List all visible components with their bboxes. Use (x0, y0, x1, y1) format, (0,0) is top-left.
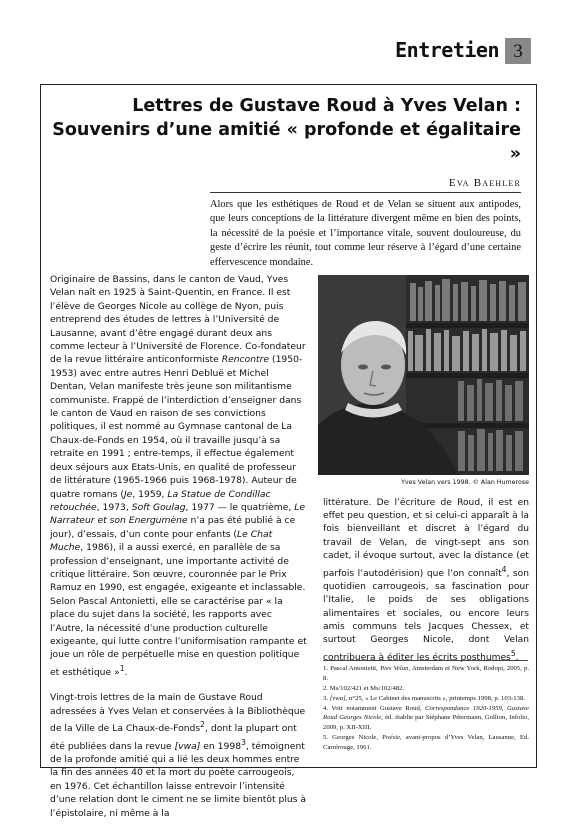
footnote-divider (323, 660, 528, 661)
footnote-4: 4. Voir notamment Gustave Roud, Correspondance 1920-1959, Gustave Roud Georges Nicole, éd. établie par Stéphane Pétermann, Gollion, Infolio, 2009, p. XII-XIII. (323, 704, 530, 732)
footnote-ref-1: 1 (119, 663, 125, 673)
right-column (323, 497, 529, 666)
footnote-ref-2: 2 (200, 720, 206, 730)
paragraph-biography: Originaire de Bassins, dans le canton de Vaud, Yves Velan naît en 1925 à Saint-Quentin, en France. Il est l’élève de Georges Nicole au collège de Nyon, puis entreprend des études de lettres à l’Université de Lausanne, avant d’être engagé durant deux ans comme lecteur à l’Université de Florence. Co-fondateur de la revue littéraire anticonformiste Rencontre (1950-1953) avec entre autres Henri Debluë et Michel Dentan, Velan manifeste très jeune son militantisme communiste. Frappé de l’interdiction d’enseigner dans le canton de Vaud en raison de ses convictions politiques, il est nommé au Gymnase cantonal de La Chaux-de-Fonds en 1954, où il travaille jusqu’à sa retraite en 1991 ; entre-temps, il effectue également deux séjours aux Etats-Unis, en qualité de professeur de littérature (1965-1966 puis 1968-1978). Auteur de quatre romans (Je, 1959, La Statue de Condillac retouchée, 1973, Soft Goulag, 1977 — le quatrième, Le Narrateur et son Energumène n’a pas été publié à ce jour), d’essais, d’un conte pour enfants (Le Chat Muche, 1986), il a aussi exercé, en parallèle de sa profession d’enseignant, une importante activité de critique littéraire. Son œuvre, couronnée par le Prix Ramuz en 1990, est engagée, exigeante et inclassable. Selon Pascal Antonietti, elle se caractérise par « la place du sujet dans la société, les rapports avec l’Autre, la nécessité d’une production culturelle exigeante, qui lutte contre l’uniformisation rampante et joue un rôle de perpétuelle mise en question politique et esthétique »$^1$. (50, 274, 307, 678)
article-abstract: Alors que les esthétiques de Roud et de Velan se situent aux antipodes, que leurs conceptions de la littérature divergent même en bien des points, la nécessité de la poésie et l’importance vitale, souvent douloureuse, du geste d’écrire les réunit, tout comme leur réserve à l’égard d’une certaine effervescence mondaine. (210, 199, 521, 268)
footnotes (323, 664, 529, 753)
footnote-ref-3: 3 (241, 737, 246, 747)
article-author: Eva Baehler (448, 177, 521, 189)
footnote-ref-5: 5 (510, 649, 516, 659)
section-title: Entretien (395, 38, 499, 62)
page-number: 3 (505, 38, 531, 64)
footnote-ref-4: 4 (501, 565, 507, 575)
author-photo (318, 275, 529, 475)
footnote-5: 5. Georges Nicole, Poésie, avant-propos d’Yves Velan, Lausanne, Ed. Carrérouge, 1961. (323, 734, 529, 751)
footnote-3: 3. [vwa], n°25, « Le Cabinet des manuscrits », printemps 1998, p. 103-138. (323, 694, 525, 702)
paragraph-letters: Vingt-trois lettres de la main de Gustave Roud adressées à Yves Velan et conservées à la Bibliothèque de la Ville de La Chaux-de-Fonds$^2$, dont la plupart ont été publiées dans la revue [vwa] en 1998$^3$, témoignent de la profonde amitié qui a lié les deux hommes entre la fin des années 40 et la mort du poète carrougeois, en 1976. Cet échantillon laisse entrevoir l’intensité d’une relation dont le ciment ne se limite bientôt plus à l’épistolaire, ni même à la (50, 692, 307, 819)
article-title-line-1: Lettres de Gustave Roud à Yves Velan : (132, 96, 521, 116)
footnote-2: 2. Ms/102/421 et Ms/102/482. (323, 684, 405, 692)
article-title (51, 94, 521, 166)
article-title-line-2: Souvenirs d’une amitié « profonde et égalitaire » (52, 120, 521, 164)
author-divider (210, 192, 521, 193)
paragraph-continuation: littérature. De l’écriture de Roud, il est en effet peu question, et si celui-ci apparaît à la fois bienveillant et discret à l’égard du travail de Velan, de vingt-sept ans son cadet, il évoque surtout, avec la distance (et parfois l’autodérision) que l’on connaît$^4$, son quotidien carrougeois, sa fascination pour l’Italie, le poids de ses obligations alimentaires et sociales, ou encore leurs amis communs tels Jacques Chessex, et surtout Georges Nicole, dont Velan contribuera à éditer les écrits posthumes$^5$. (323, 498, 529, 664)
footnote-1: 1. Pascal Antonietti, Yves Velan, Amsterdam et New York, Rodopi, 2005, p. 8. (323, 665, 530, 682)
photo-illustration (318, 275, 529, 475)
photo-caption: Yves Velan vers 1998. © Alan Humerose (401, 479, 529, 486)
left-column (50, 273, 308, 832)
